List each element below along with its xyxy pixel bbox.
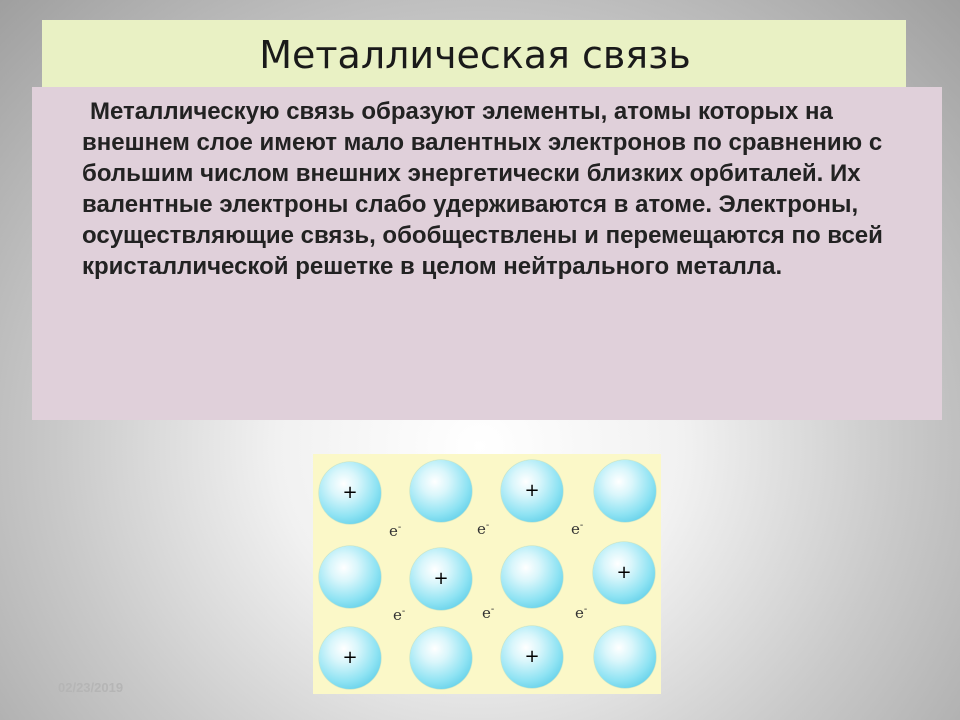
electron-label: e- (571, 520, 584, 538)
atom-r3c2 (410, 627, 472, 689)
ion-plus-sign: + (433, 568, 449, 589)
slide-title: Металлическая связь (259, 33, 691, 77)
atom-r2c4 (593, 542, 655, 604)
atom-r1c4 (594, 460, 656, 522)
slide-date: 02/23/2019 (58, 680, 124, 695)
atom-r1c3 (501, 460, 563, 522)
ion-plus-sign: + (616, 562, 632, 583)
atom-r1c1 (319, 462, 381, 524)
ion-plus-sign: + (342, 647, 358, 668)
electron-label: e- (575, 604, 588, 622)
atom-r2c2 (410, 548, 472, 610)
atom-r3c3 (501, 626, 563, 688)
ion-plus-sign: + (524, 646, 540, 667)
electron-label: e- (389, 522, 402, 540)
electron-label: e- (393, 606, 406, 624)
ion-plus-sign: + (342, 482, 358, 503)
body-text: Металлическую связь образуют элементы, атомы которых на внешнем слое имеют мало валентных электронов по сравнению с большим числом внешних энергетически близких орбиталей. Их валентные электроны слабо удерживаются в атоме. Электроны, осуществляющие связь, обобществлены и перемещаются по всей кристаллической решетке в целом нейтрального металла. (82, 98, 883, 280)
atom-r2c3 (501, 546, 563, 608)
electron-label: e- (482, 604, 495, 622)
ion-plus-sign: + (524, 480, 540, 501)
electron-label: e- (477, 520, 490, 538)
atom-r2c1 (319, 546, 381, 608)
atom-r3c4 (594, 626, 656, 688)
metal-lattice-illustration (313, 454, 661, 694)
atom-r1c2 (410, 460, 472, 522)
atom-r3c1 (319, 627, 381, 689)
